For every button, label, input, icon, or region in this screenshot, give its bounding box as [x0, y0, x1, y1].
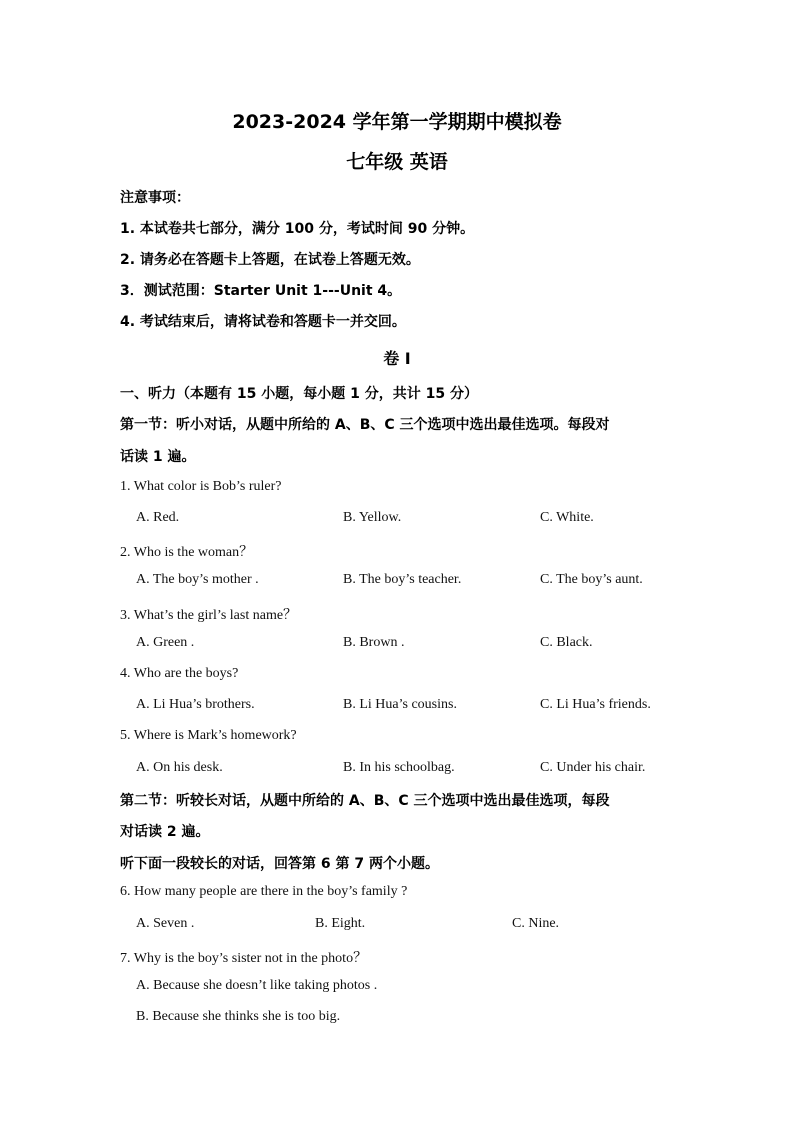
q4-option-b: B. Li Hua’s cousins.	[343, 697, 457, 712]
q7-option-b: B. Because she thinks she is too big.	[136, 1009, 341, 1024]
question-1: 1. What color is Bob’s ruler?	[120, 479, 282, 494]
question-7: 7. Why is the boy’s sister not in the photo？	[120, 951, 368, 966]
q6-option-c: C. Nine.	[512, 916, 560, 931]
question-5: 5. Where is Mark’s homework?	[120, 728, 297, 743]
note-item-2: 2. 请务必在答题卡上答题，在试卷上答题无效。	[120, 252, 420, 268]
part1-instruction-line1: 第一节：听小对话，从题中所给的 A、B、C 三个选项中选出最佳选项。每段对	[120, 417, 610, 433]
q2-option-b: B. The boy’s teacher.	[343, 572, 462, 587]
q4-option-a: A. Li Hua’s brothers.	[136, 697, 255, 712]
question-2: 2. Who is the woman？	[120, 545, 254, 560]
question-6: 6. How many people are there in the boy’s family ?	[120, 884, 408, 899]
part2-instruction-line1: 第二节：听较长对话，从题中所给的 A、B、C 三个选项中选出最佳选项，每段	[120, 793, 610, 809]
q1-option-b: B. Yellow.	[343, 510, 402, 525]
section1-heading: 一、听力（本题有 15 小题，每小题 1 分，共计 15 分）	[120, 386, 478, 402]
part2-dialogue-instruction: 听下面一段较长的对话，回答第 6 第 7 两个小题。	[120, 856, 439, 872]
part2-instruction-line2: 对话读 2 遍。	[120, 824, 210, 840]
q5-option-c: C. Under his chair.	[540, 760, 646, 775]
q2-option-a: A. The boy’s mother .	[136, 572, 259, 587]
q1-option-c: C. White.	[540, 510, 594, 525]
page-subtitle: 七年级 英语	[346, 151, 448, 173]
q5-option-b: B. In his schoolbag.	[343, 760, 455, 775]
q3-option-a: A. Green .	[136, 635, 195, 650]
question-3: 3. What’s the girl’s last name？	[120, 608, 298, 623]
page-title: 2023-2024 学年第一学期期中模拟卷	[232, 111, 562, 133]
q3-option-b: B. Brown .	[343, 635, 405, 650]
note-item-4: 4. 考试结束后，请将试卷和答题卡一并交回。	[120, 314, 406, 330]
q1-option-a: A. Red.	[136, 510, 180, 525]
q6-option-a: A. Seven .	[136, 916, 195, 931]
part1-instruction-line2: 话读 1 遍。	[120, 449, 196, 465]
volume-heading: 卷 I	[383, 349, 411, 368]
note-item-3: 3．测试范围：Starter Unit 1---Unit 4。	[120, 283, 402, 299]
q4-option-c: C. Li Hua’s friends.	[540, 697, 651, 712]
note-item-1: 1. 本试卷共七部分，满分 100 分，考试时间 90 分钟。	[120, 221, 475, 237]
q5-option-a: A. On his desk.	[136, 760, 223, 775]
q2-option-c: C. The boy’s aunt.	[540, 572, 643, 587]
notes-heading: 注意事项：	[120, 190, 190, 206]
q6-option-b: B. Eight.	[315, 916, 366, 931]
question-4: 4. Who are the boys?	[120, 666, 239, 681]
q7-option-a: A. Because she doesn’t like taking photos .	[136, 978, 378, 993]
q3-option-c: C. Black.	[540, 635, 593, 650]
